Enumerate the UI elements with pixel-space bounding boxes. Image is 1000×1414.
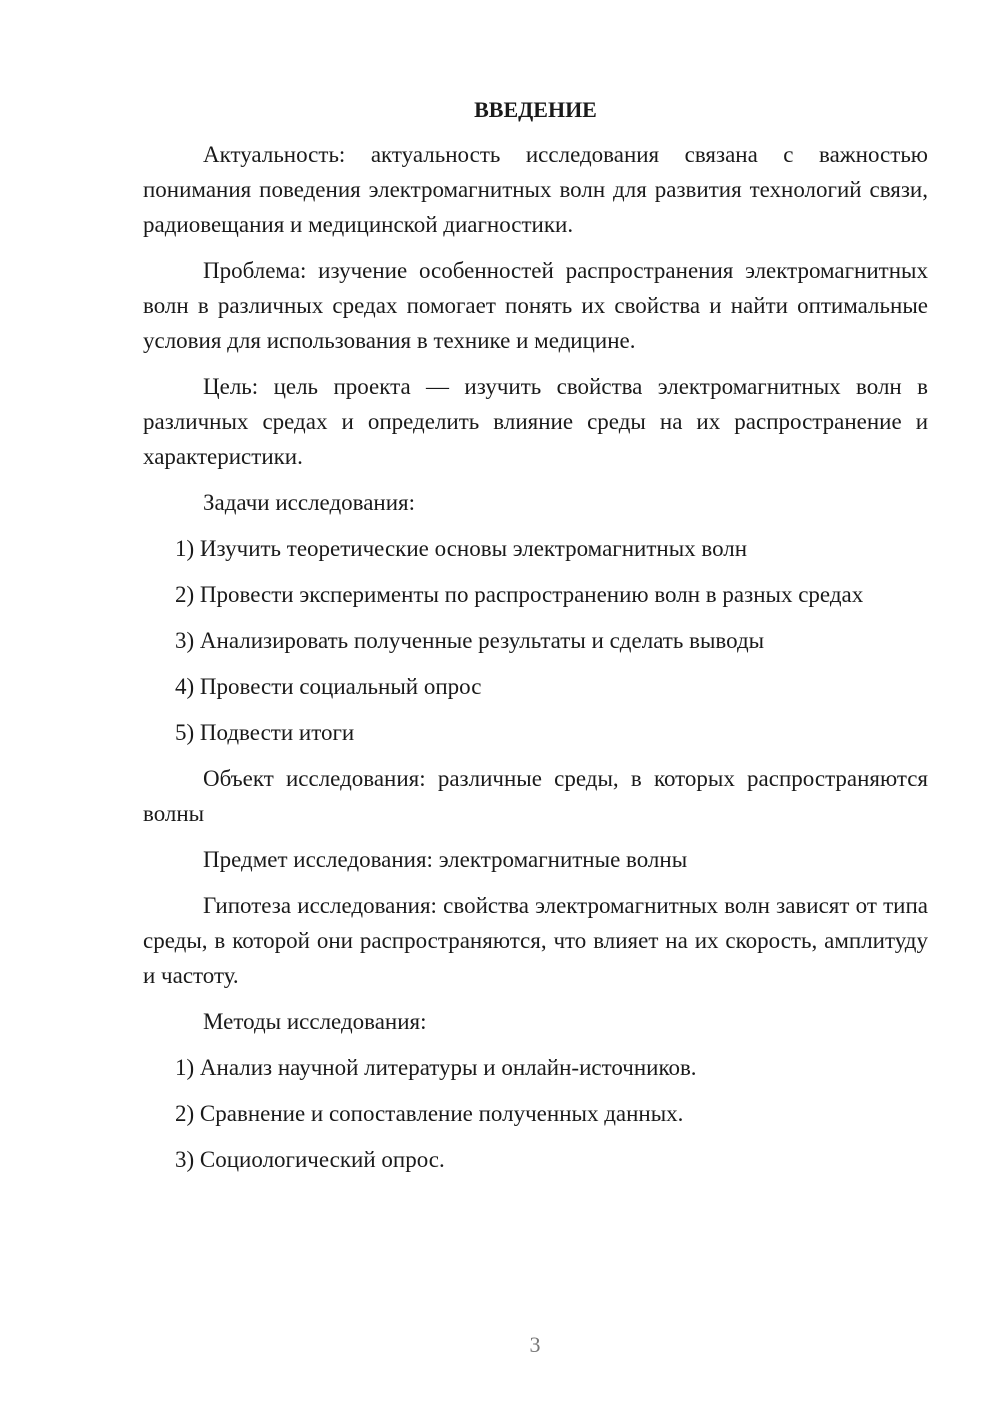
list-item: 3) Анализировать полученные результаты и сделать выводы [175, 628, 765, 653]
list-item: 2) Сравнение и сопоставление полученных данных. [175, 1101, 684, 1126]
tasks-title: Задачи исследования: [203, 490, 416, 515]
list-item: 1) Изучить теоретические основы электромагнитных волн [175, 536, 748, 561]
relevance-paragraph: Актуальность: актуальность исследования связана с важностью понимания поведения электромагнитных волн для развития технологий связи, радиовещания и медицинской диагностики. [143, 142, 928, 237]
page-title: ВВЕДЕНИЕ [474, 97, 597, 122]
object-paragraph: Объект исследования: различные среды, в которых распространяются волны [143, 766, 928, 826]
page-number: 3 [529, 1332, 541, 1357]
hypothesis-paragraph: Гипотеза исследования: свойства электромагнитных волн зависят от типа среды, в которой они распространяются, что влияет на их скорость, амплитуду и частоту. [143, 893, 928, 988]
problem-paragraph: Проблема: изучение особенностей распространения электромагнитных волн в различных средах помогает понять их свойства и найти оптимальные условия для использования в технике и медицине. [143, 258, 928, 353]
page-content [143, 92, 928, 1188]
methods-title: Методы исследования: [203, 1009, 427, 1034]
list-item: 2) Провести эксперименты по распространению волн в разных средах [175, 582, 864, 607]
subject-paragraph: Предмет исследования: электромагнитные волны [203, 847, 688, 872]
list-item: 3) Социологический опрос. [175, 1147, 445, 1172]
list-item: 5) Подвести итоги [175, 720, 355, 745]
list-item: 1) Анализ научной литературы и онлайн-источников. [175, 1055, 697, 1080]
goal-paragraph: Цель: цель проекта — изучить свойства электромагнитных волн в различных средах и определить влияние среды на их распространение и характеристики. [143, 374, 928, 469]
list-item: 4) Провести социальный опрос [175, 674, 482, 699]
